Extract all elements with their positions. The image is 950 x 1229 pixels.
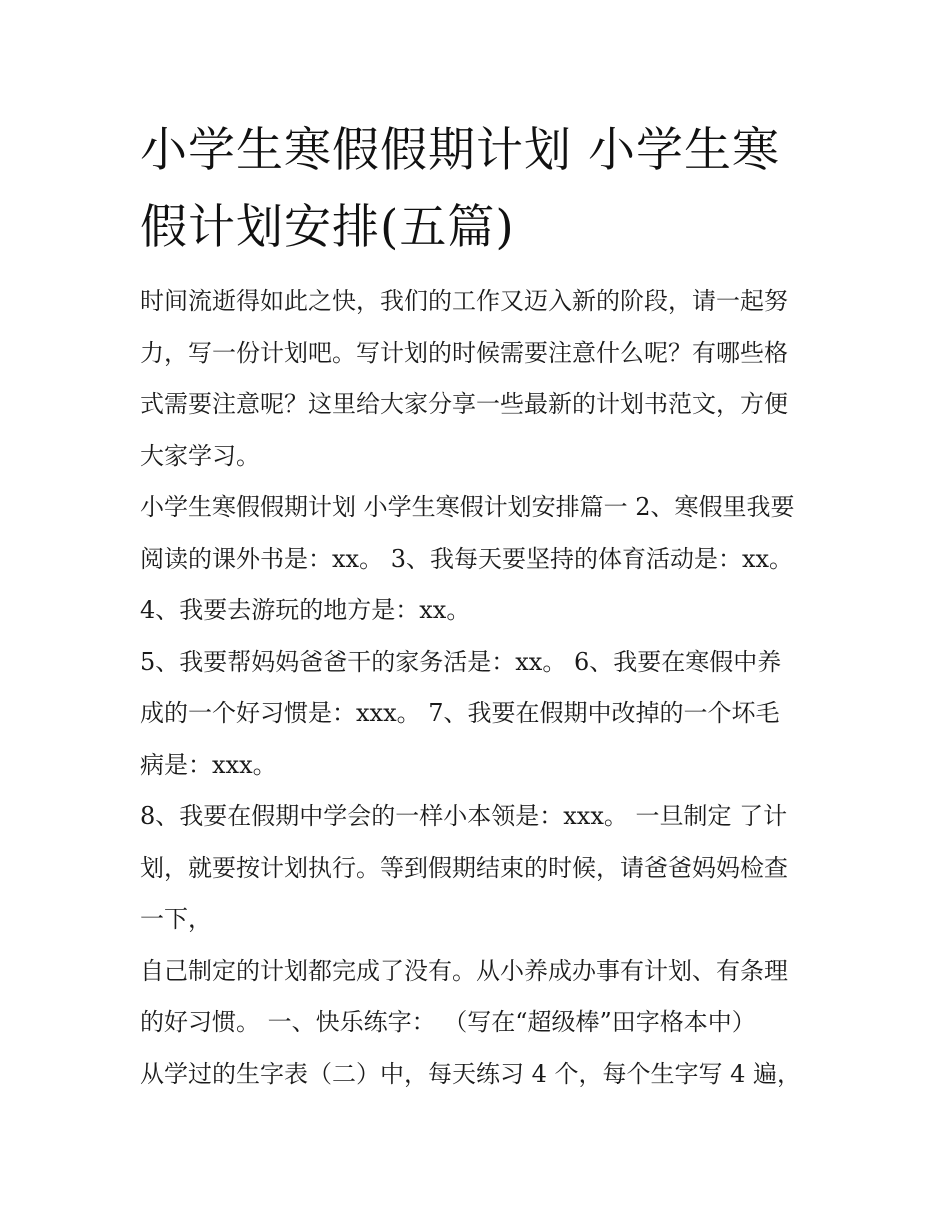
text-line: 一下， <box>140 905 212 933</box>
text-line: 划，就要按计划执行。等到假期结束的时候，请爸爸妈妈检查 <box>140 853 788 882</box>
text-line: 的好习惯。 一、快乐练字： （写在“超级棒”田字格本中） <box>140 1008 756 1036</box>
paragraph-intro <box>140 276 830 482</box>
text-line: 式需要注意呢？这里给大家分享一些最新的计划书范文，方便 <box>140 390 788 418</box>
document-title <box>140 112 820 266</box>
paragraph-practice <box>140 1049 830 1101</box>
text-line: 时间流逝得如此之快，我们的工作又迈入新的阶段，请一起努 <box>140 287 788 315</box>
text-line: 从学过的生字表（二）中，每天练习 4 个，每个生字写 4 遍， <box>140 1059 802 1088</box>
text-line: 小学生寒假假期计划 小学生寒假计划安排篇一 2、寒假里我要 <box>140 493 795 521</box>
title-line: 小学生寒假假期计划 小学生寒 <box>140 123 780 178</box>
paragraph-item-4 <box>140 585 830 637</box>
paragraph-item-8 <box>140 791 830 946</box>
title-line: 假计划安排(五篇) <box>140 200 515 255</box>
text-line: 大家学习。 <box>140 441 260 470</box>
text-line: 成的一个好习惯是：xxx。 7、我要在假期中改掉的一个坏毛 <box>140 699 780 727</box>
text-line: 力，写一份计划吧。写计划的时候需要注意什么呢？有哪些格 <box>140 338 788 367</box>
text-line: 自己制定的计划都完成了没有。从小养成办事有计划、有条理 <box>140 956 788 985</box>
text-line: 5、我要帮妈妈爸爸干的家务活是：xx。 6、我要在寒假中养 <box>140 647 782 676</box>
text-line: 阅读的课外书是：xx。 3、我每天要坚持的体育活动是：xx。 <box>140 544 794 573</box>
paragraph-habits <box>140 946 830 1049</box>
text-line: 病是：xxx。 <box>140 750 277 779</box>
paragraph-section-one <box>140 482 830 585</box>
text-line: 8、我要在假期中学会的一样小本领是：xxx。 一旦制定 了计 <box>140 802 788 830</box>
paragraph-items-5-7 <box>140 637 830 792</box>
text-line: 4、我要去游玩的地方是：xx。 <box>140 596 471 624</box>
document-body <box>140 276 830 1100</box>
